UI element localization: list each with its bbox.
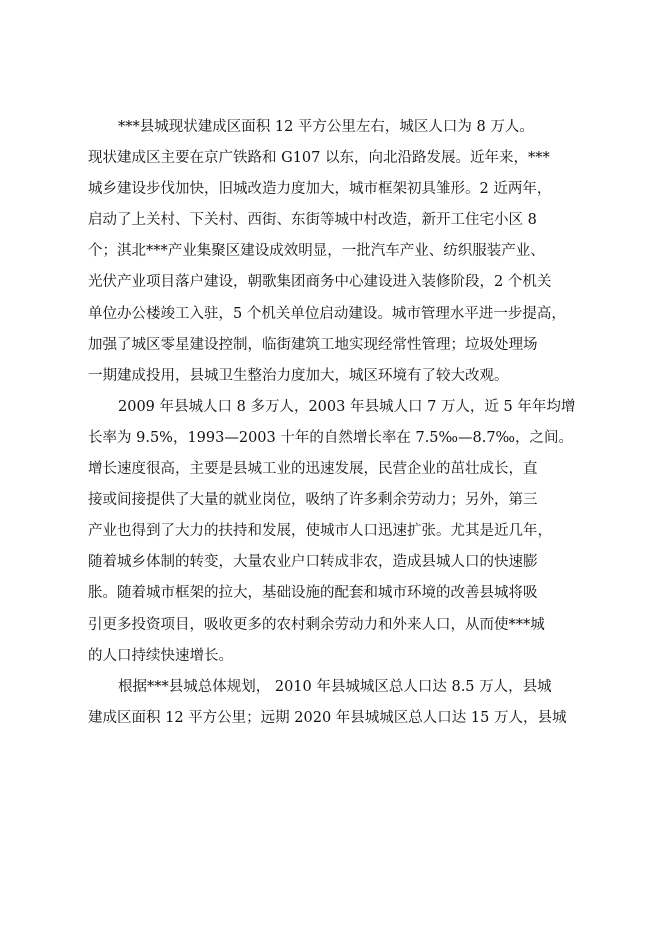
paragraph-3-line-1: 根据***县城总体规划， 2010 年县城城区总人口达 8.5 万人，县城: [118, 678, 552, 695]
paragraph-2-line-7: 胀。随着城市框架的拉大，基础设施的配套和城市环境的改善县城将吸: [88, 585, 538, 602]
paragraph-2-line-9: 的人口持续快速增长。: [88, 647, 233, 664]
paragraph-2-line-2: 长率为 9.5%，1993—2003 十年的自然增长率在 7.5‰—8.7‰，之间。: [88, 429, 573, 446]
paragraph-1-line-8: 加强了城区零星建设控制，临街建筑工地实现经常性管理；垃圾处理场: [88, 336, 538, 353]
paragraph-1-line-5: 个；淇北***产业集聚区建设成效明显，一批汽车产业、纺织服装产业、: [88, 243, 545, 260]
paragraph-1-line-3: 城乡建设步伐加快，旧城改造力度加大，城市框架初具雏形。2 近两年，: [88, 181, 552, 198]
paragraph-1-line-2: 现状建成区主要在京广铁路和 G107 以东，向北沿路发展。近年来，***: [88, 150, 550, 167]
paragraph-2-line-3: 增长速度很高，主要是县城工业的迅速发展，民营企业的茁壮成长，直: [88, 461, 538, 478]
paragraph-3-line-2: 建成区面积 12 平方公里；远期 2020 年县城城区总人口达 15 万人，县城: [88, 709, 567, 726]
paragraph-2-line-4: 接或间接提供了大量的就业岗位，吸纳了许多剩余劳动力；另外，第三: [88, 492, 538, 509]
paragraph-2-line-8: 引更多投资项目，吸收更多的农村剩余劳动力和外来人口，从而使***城: [88, 616, 545, 633]
paragraph-1-line-4: 启动了上关村、下关村、西街、东街等城中村改造，新开工住宅小区 8: [88, 212, 537, 229]
document-body: [88, 112, 580, 734]
paragraph-2-line-5: 产业也得到了大力的扶持和发展，使城市人口迅速扩张。尤其是近几年，: [88, 523, 552, 540]
paragraph-2-line-1: 2009 年县城人口 8 多万人，2003 年县城人口 7 万人，近 5 年年均增: [118, 398, 576, 415]
paragraph-1-line-9: 一期建成投用，县城卫生整治力度加大，城区环境有了较大改观。: [88, 367, 509, 384]
paragraph-1-line-7: 单位办公楼竣工入驻，5 个机关单位启动建设。城市管理水平进一步提高，: [88, 305, 566, 322]
paragraph-1-line-1: ***县城现状建成区面积 12 平方公里左右，城区人口为 8 万人。: [118, 119, 534, 135]
paragraph-1-line-6: 光伏产业项目落户建设，朝歌集团商务中心建设进入装修阶段，2 个机关: [88, 274, 552, 291]
paragraph-2-line-6: 随着城乡体制的转变，大量农业户口转成非农，造成县城人口的快速膨: [88, 554, 538, 571]
